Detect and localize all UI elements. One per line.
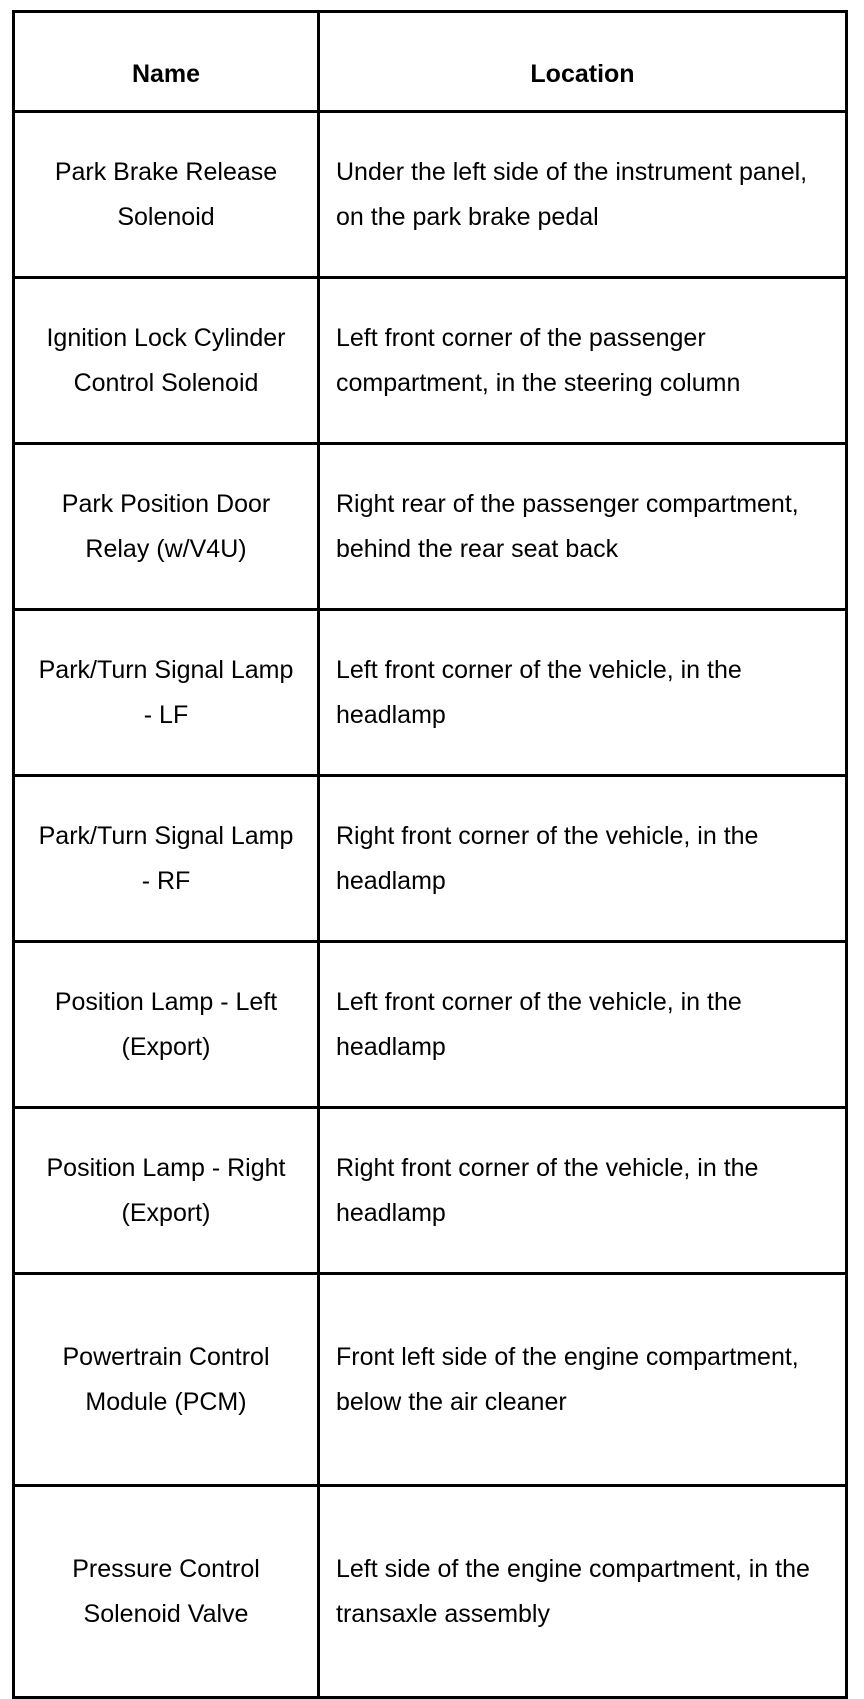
cell-name: Position Lamp - Right (Export) (14, 1108, 319, 1274)
cell-location: Left front corner of the passenger compartment, in the steering column (319, 278, 847, 444)
cell-location: Right front corner of the vehicle, in the headlamp (319, 1108, 847, 1274)
table-header-row (14, 12, 847, 112)
cell-location: Left side of the engine compartment, in the transaxle assembly (319, 1486, 847, 1698)
table-row (14, 1486, 847, 1698)
table-row (14, 112, 847, 278)
component-location-table (12, 10, 848, 1699)
table-row (14, 942, 847, 1108)
cell-name: Park Brake Release Solenoid (14, 112, 319, 278)
cell-name: Park/Turn Signal Lamp - RF (14, 776, 319, 942)
table-row (14, 444, 847, 610)
header-location: Location (319, 12, 847, 112)
table-row (14, 1274, 847, 1486)
cell-name: Powertrain Control Module (PCM) (14, 1274, 319, 1486)
table-row (14, 278, 847, 444)
cell-location: Left front corner of the vehicle, in the headlamp (319, 942, 847, 1108)
header-name: Name (14, 12, 319, 112)
cell-name: Position Lamp - Left (Export) (14, 942, 319, 1108)
cell-location: Left front corner of the vehicle, in the headlamp (319, 610, 847, 776)
cell-name: Park Position Door Relay (w/V4U) (14, 444, 319, 610)
cell-name: Pressure Control Solenoid Valve (14, 1486, 319, 1698)
table-row (14, 776, 847, 942)
cell-location: Front left side of the engine compartment, below the air cleaner (319, 1274, 847, 1486)
cell-name: Park/Turn Signal Lamp - LF (14, 610, 319, 776)
cell-location: Under the left side of the instrument panel, on the park brake pedal (319, 112, 847, 278)
table-row (14, 610, 847, 776)
table-row (14, 1108, 847, 1274)
cell-location: Right rear of the passenger compartment, behind the rear seat back (319, 444, 847, 610)
cell-name: Ignition Lock Cylinder Control Solenoid (14, 278, 319, 444)
cell-location: Right front corner of the vehicle, in the headlamp (319, 776, 847, 942)
